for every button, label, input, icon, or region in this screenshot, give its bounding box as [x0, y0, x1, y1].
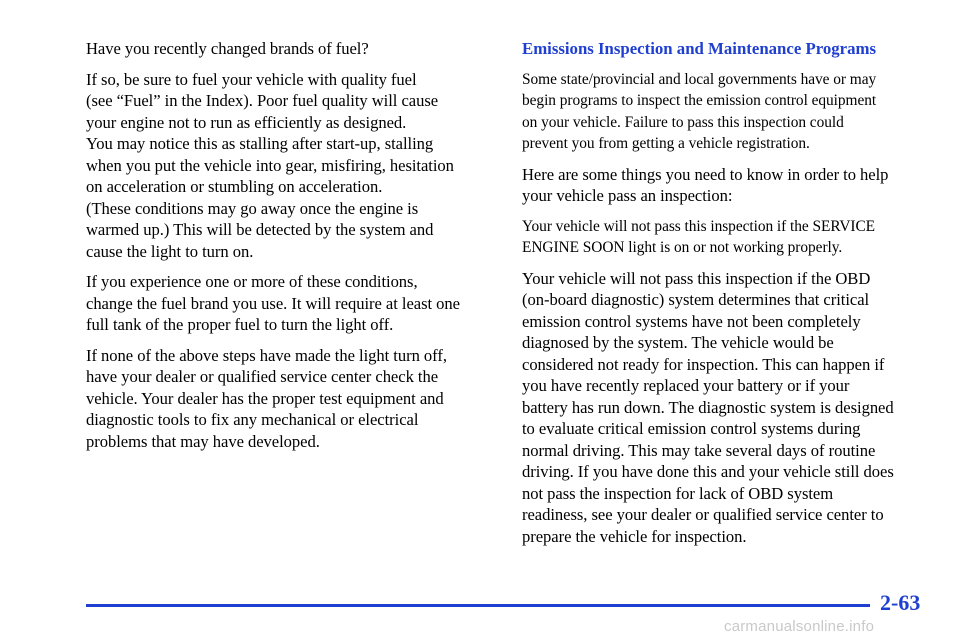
right-column	[522, 38, 934, 547]
watermark: carmanualsonline.info	[724, 618, 875, 635]
paragraph-dealer-check: If none of the above steps have made the light turn off, have your dealer or qualified service center check the vehicle. Your dealer has the proper test equipment and diagnostic tools to fix any mechanical or electrical problems that may have developed.	[86, 345, 447, 451]
paragraph-obd-readiness: Your vehicle will not pass this inspection if the OBD (on‑board diagnostic) system determines that critical emission control systems have not been completely diagnosed by the system. The vehicle would be considered not ready for inspection. This can happen if you have recently replaced your battery or if your battery has run down. The diagnostic system is designed to evaluate critical emission control systems during normal driving. This may take several days of routine driving. If you have done this and your vehicle still does not pass the inspection for lack of OBD system readiness, see your dealer or qualified service center to prepare the vehicle for inspection.	[522, 268, 894, 546]
paragraph-things-to-know: Here are some things you need to know in order to help your vehicle pass an inspection:	[522, 164, 889, 205]
paragraph-fuel-quality: If so, be sure to fuel your vehicle with quality fuel (see “Fuel” in the Index). Poor fuel quality will cause your engine not to run as efficiently as designed. You may notice this as stalling after start‑up, stalling when you put the vehicle into gear, misfiring, hesitation on acceleration or stumbling on acceleration. (These conditions may go away once the engine is warmed up.) This will be detected by the system and cause the light to turn on.	[86, 69, 454, 261]
paragraph-fuel-question: Have you recently changed brands of fuel?	[86, 39, 369, 58]
paragraph-inspection-programs: Some state/provincial and local governments have or may begin programs to inspect the emission control equipment on your vehicle. Failure to pass this inspection could prevent you from getting a vehicle registration.	[522, 70, 877, 152]
footer-divider	[86, 604, 870, 607]
section-heading: Emissions Inspection and Maintenance Programs	[522, 39, 876, 58]
left-column	[86, 38, 498, 452]
paragraph-change-brand: If you experience one or more of these conditions, change the fuel brand you use. It will require at least one full tank of the proper fuel to turn the light off.	[86, 272, 460, 334]
paragraph-service-light: Your vehicle will not pass this inspection if the SERVICE ENGINE SOON light is on or not working properly.	[522, 217, 876, 256]
page-number: 2-63	[880, 590, 921, 615]
